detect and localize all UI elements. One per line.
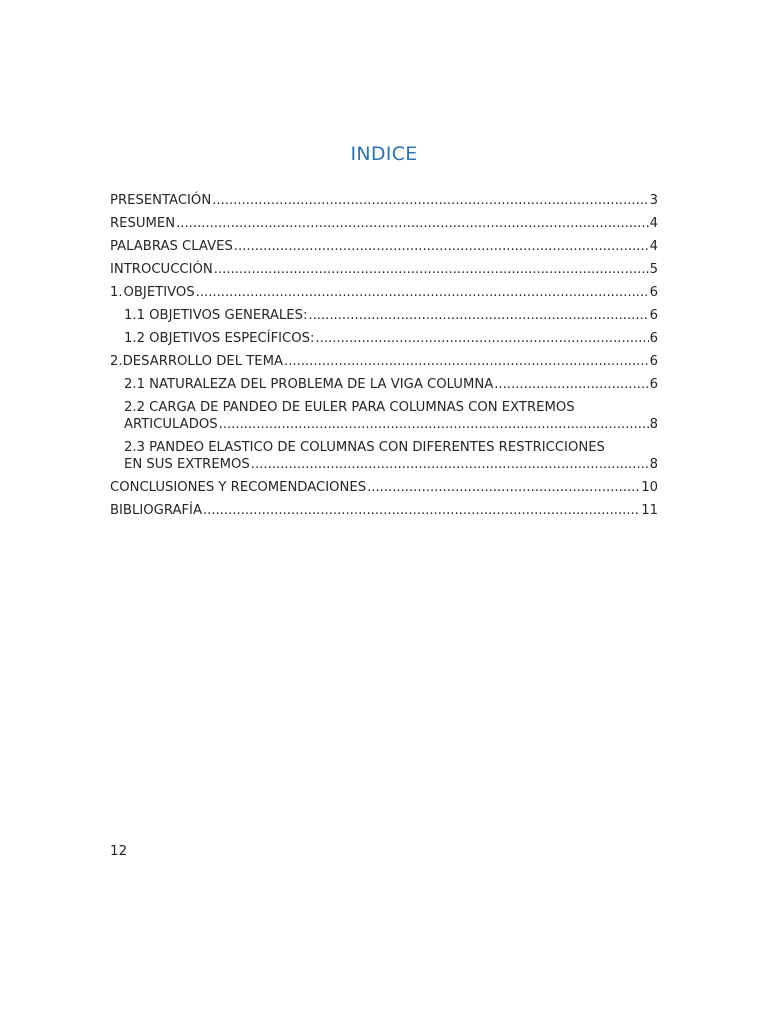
toc-entry-objetivos-generales[interactable] [110, 307, 658, 324]
toc-entry-label: DESARROLLO DEL TEMA [122, 354, 284, 369]
toc-entry-page: 8 [649, 417, 658, 432]
toc-entry-label: INTROCUCCIÓN [110, 262, 213, 277]
dot-leader [308, 307, 648, 324]
toc-entry-label: PALABRAS CLAVES [110, 239, 233, 254]
toc-entry-label: RESUMEN [110, 216, 176, 231]
toc-entry-page: 8 [649, 457, 658, 472]
toc-entry-page: 6 [649, 354, 658, 369]
toc-entry-page: 3 [649, 193, 658, 208]
dot-leader [203, 502, 640, 519]
page-number: 12 [110, 843, 128, 859]
toc-entry-label: 1.2 OBJETIVOS ESPECÍFICOS: [124, 331, 315, 346]
toc-entry-page: 4 [649, 239, 658, 254]
toc-entry-introduccion[interactable] [110, 261, 658, 278]
toc-entry-palabras-claves[interactable] [110, 238, 658, 255]
toc-entry-label: OBJETIVOS [123, 285, 195, 300]
toc-entry-label-line1: 2.3 PANDEO ELASTICO DE COLUMNAS CON DIFERENTES RESTRICCIONES [124, 440, 605, 455]
toc-entry-naturaleza-del-problema[interactable] [110, 376, 658, 393]
dot-leader [176, 215, 649, 232]
toc-entry-carga-de-pandeo-de-euler[interactable] [110, 399, 658, 433]
toc-entry-resumen[interactable] [110, 215, 658, 232]
toc-entry-page: 6 [649, 377, 658, 392]
toc-entry-objetivos-especificos[interactable] [110, 330, 658, 347]
toc-entry-presentacion[interactable] [110, 192, 658, 209]
toc-entry-label: BIBLIOGRAFÍA [110, 503, 202, 518]
toc-entry-desarrollo-del-tema[interactable] [110, 353, 658, 370]
dot-leader [251, 456, 649, 473]
toc-entry-label-line1: 2.2 CARGA DE PANDEO DE EULER PARA COLUMNAS CON EXTREMOS [124, 400, 575, 415]
toc-entry-label: PRESENTACIÓN [110, 193, 212, 208]
toc-entry-page: 5 [649, 262, 658, 277]
toc-entry-label: 1.1 OBJETIVOS GENERALES: [124, 308, 308, 323]
toc-entry-label-line2: ARTICULADOS [124, 417, 218, 432]
toc-entry-objetivos[interactable] [110, 284, 658, 301]
toc-entry-label: CONCLUSIONES Y RECOMENDACIONES [110, 480, 367, 495]
toc-entry-page: 6 [649, 331, 658, 346]
dot-leader [214, 261, 649, 278]
dot-leader [494, 376, 648, 393]
toc-entry-bibliografia[interactable] [110, 502, 658, 519]
dot-leader [219, 416, 649, 433]
dot-leader [234, 238, 649, 255]
toc-entry-page: 6 [649, 285, 658, 300]
dot-leader [196, 284, 649, 301]
toc-entry-page: 4 [649, 216, 658, 231]
toc-entry-conclusiones[interactable] [110, 479, 658, 496]
toc-entry-page: 11 [641, 503, 658, 518]
toc-title: INDICE [350, 143, 418, 165]
dot-leader [315, 330, 648, 347]
dot-leader [284, 353, 649, 370]
toc-entry-number: 2. [110, 354, 123, 369]
dot-leader [367, 479, 640, 496]
dot-leader [212, 192, 648, 209]
toc-entry-pandeo-elastico[interactable] [110, 439, 658, 473]
toc-entry-label-line2: EN SUS EXTREMOS [124, 457, 250, 472]
toc-entry-page: 10 [641, 480, 658, 495]
toc-entry-number: 1. [110, 285, 123, 300]
toc-entry-label: 2.1 NATURALEZA DEL PROBLEMA DE LA VIGA COLUMNA [124, 377, 494, 392]
toc-entry-page: 6 [649, 308, 658, 323]
table-of-contents [110, 192, 658, 525]
